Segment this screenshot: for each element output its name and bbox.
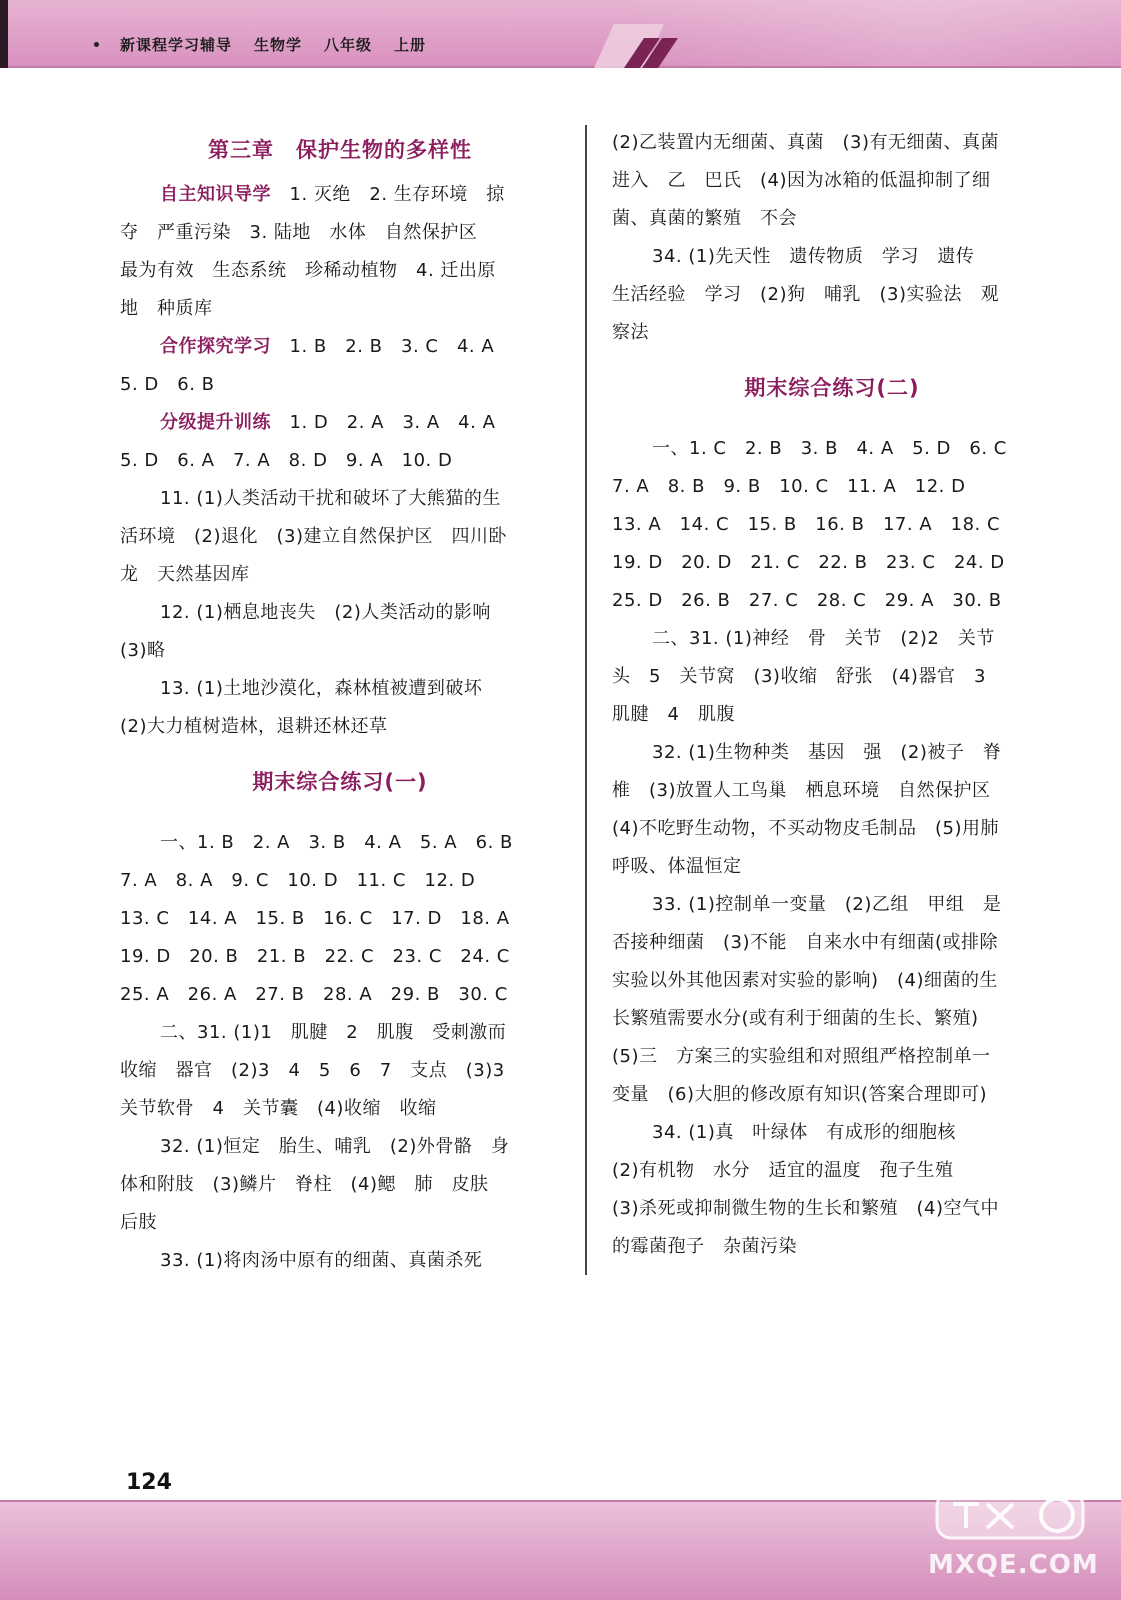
answer-line: 的霉菌孢子 杂菌污染	[612, 1236, 797, 1257]
answer-line: 二、31. (1)1 肌腱 2 肌腹 受刺激而	[160, 1022, 507, 1043]
chapter3-title: 第三章 保护生物的多样性	[208, 138, 472, 162]
answer-line: 呼吸、体温恒定	[612, 856, 742, 877]
answer-line: 25. D 26. B 27. C 28. C 29. A 30. B	[612, 590, 1002, 611]
grade: 八年级	[324, 36, 373, 54]
answer-line: 后肢	[120, 1212, 157, 1233]
volume: 上册	[394, 36, 427, 54]
answer-line: 13. A 14. C 15. B 16. B 17. A 18. C	[612, 514, 1001, 535]
section-label: 分级提升训练	[160, 412, 271, 433]
answer-line: (3)略	[120, 640, 166, 661]
watermark-logo-icon	[935, 1486, 1085, 1544]
answer-line: 32. (1)生物种类 基因 强 (2)被子 脊	[652, 742, 1002, 763]
answer-text: 1. B 2. B 3. C 4. A	[289, 336, 495, 357]
answer-line: 一、1. C 2. B 3. B 4. A 5. D 6. C	[652, 438, 1007, 459]
book-title: 新课程学习辅导	[120, 36, 233, 54]
answer-line: (5)三 方案三的实验组和对照组严格控制单一	[612, 1046, 991, 1067]
answer-line: 关节软骨 4 关节囊 (4)收缩 收缩	[120, 1098, 437, 1119]
section-label: 自主知识导学	[160, 184, 271, 205]
header-stripes-icon	[594, 24, 724, 68]
answer-line: 19. D 20. B 21. B 22. C 23. C 24. C	[120, 946, 510, 967]
answer-line: 夺 严重污染 3. 陆地 水体 自然保护区	[120, 222, 478, 243]
answer-line: 34. (1)真 叶绿体 有成形的细胞核	[652, 1122, 956, 1143]
answer-line: 长繁殖需要水分(或有利于细菌的生长、繁殖)	[612, 1008, 979, 1029]
answer-line: 32. (1)恒定 胎生、哺乳 (2)外骨骼 身	[160, 1136, 510, 1157]
spacer	[612, 352, 1052, 362]
answer-line: 进入 乙 巴氏 (4)因为冰箱的低温抑制了细	[612, 170, 991, 191]
column-divider	[585, 125, 587, 1275]
answer-line: 菌、真菌的繁殖 不会	[612, 208, 797, 229]
answer-text: 1. 灭绝 2. 生存环境 掠	[289, 184, 505, 205]
spacer	[612, 414, 1052, 430]
header-bullet-icon	[94, 42, 99, 47]
answer-line: (3)杀死或抑制微生物的生长和繁殖 (4)空气中	[612, 1198, 999, 1219]
answer-line: 活环境 (2)退化 (3)建立自然保护区 四川卧	[120, 526, 507, 547]
header-left-bar	[0, 0, 8, 68]
answer-line: 变量 (6)大胆的修改原有知识(答案合理即可)	[612, 1084, 988, 1105]
answer-line: 19. D 20. D 21. C 22. B 23. C 24. D	[612, 552, 1005, 573]
answer-line: 25. A 26. A 27. B 28. A 29. B 30. C	[120, 984, 508, 1005]
watermark-url: MXQE.COM	[928, 1550, 1099, 1580]
answer-text: 1. D 2. A 3. A 4. A	[289, 412, 496, 433]
spacer	[120, 746, 560, 756]
answer-line: 13. C 14. A 15. B 16. C 17. D 18. A	[120, 908, 510, 929]
final2-title: 期末综合练习(二)	[744, 376, 920, 400]
answer-line: 体和附肢 (3)鳞片 脊柱 (4)鳃 肺 皮肤	[120, 1174, 489, 1195]
right-column	[612, 124, 1052, 1266]
answer-line: 5. D 6. A 7. A 8. D 9. A 10. D	[120, 450, 453, 471]
answer-line: 察法	[612, 322, 649, 343]
answer-line: 否接种细菌 (3)不能 自来水中有细菌(或排除	[612, 932, 999, 953]
answer-line: (2)大力植树造林，退耕还林还草	[120, 716, 388, 737]
answer-line: 地 种质库	[120, 298, 213, 319]
answer-line: 龙 天然基因库	[120, 564, 250, 585]
answer-line	[120, 176, 560, 214]
answer-line: (4)不吃野生动物，不买动物皮毛制品 (5)用肺	[612, 818, 999, 839]
answer-line: 最为有效 生态系统 珍稀动植物 4. 迁出原	[120, 260, 496, 281]
answer-line: 13. (1)土地沙漠化，森林植被遭到破坏	[160, 678, 483, 699]
answer-line: 生活经验 学习 (2)狗 哺乳 (3)实验法 观	[612, 284, 999, 305]
answer-line: 收缩 器官 (2)3 4 5 6 7 支点 (3)3	[120, 1060, 505, 1081]
answer-line: 一、1. B 2. A 3. B 4. A 5. A 6. B	[160, 832, 513, 853]
answer-line: 二、31. (1)神经 骨 关节 (2)2 关节	[652, 628, 995, 649]
running-header	[120, 34, 448, 55]
answer-line: (2)有机物 水分 适宜的温度 孢子生殖	[612, 1160, 954, 1181]
answer-line: 12. (1)栖息地丧失 (2)人类活动的影响	[160, 602, 491, 623]
spacer	[120, 808, 560, 824]
header-rule	[8, 66, 1121, 68]
section-label: 合作探究学习	[160, 336, 271, 357]
answer-line: 椎 (3)放置人工鸟巢 栖息环境 自然保护区	[612, 780, 991, 801]
answer-line: 5. D 6. B	[120, 374, 215, 395]
answer-line	[120, 328, 560, 366]
answer-line: (2)乙装置内无细菌、真菌 (3)有无细菌、真菌	[612, 132, 999, 153]
answer-line: 34. (1)先天性 遗传物质 学习 遗传	[652, 246, 975, 267]
answer-line: 33. (1)将肉汤中原有的细菌、真菌杀死	[160, 1250, 483, 1271]
answer-line: 7. A 8. B 9. B 10. C 11. A 12. D	[612, 476, 966, 497]
left-column	[120, 124, 560, 1280]
final1-title: 期末综合练习(一)	[252, 770, 428, 794]
subject: 生物学	[254, 36, 303, 54]
answer-line: 肌腱 4 肌腹	[612, 704, 735, 725]
page-number: 124	[126, 1470, 172, 1495]
answer-line: 7. A 8. A 9. C 10. D 11. C 12. D	[120, 870, 476, 891]
answer-line: 头 5 关节窝 (3)收缩 舒张 (4)器官 3	[612, 666, 986, 687]
answer-line: 实验以外其他因素对实验的影响) (4)细菌的生	[612, 970, 999, 991]
answer-line: 11. (1)人类活动干扰和破坏了大熊猫的生	[160, 488, 501, 509]
answer-line	[120, 404, 560, 442]
answer-line: 33. (1)控制单一变量 (2)乙组 甲组 是	[652, 894, 1002, 915]
